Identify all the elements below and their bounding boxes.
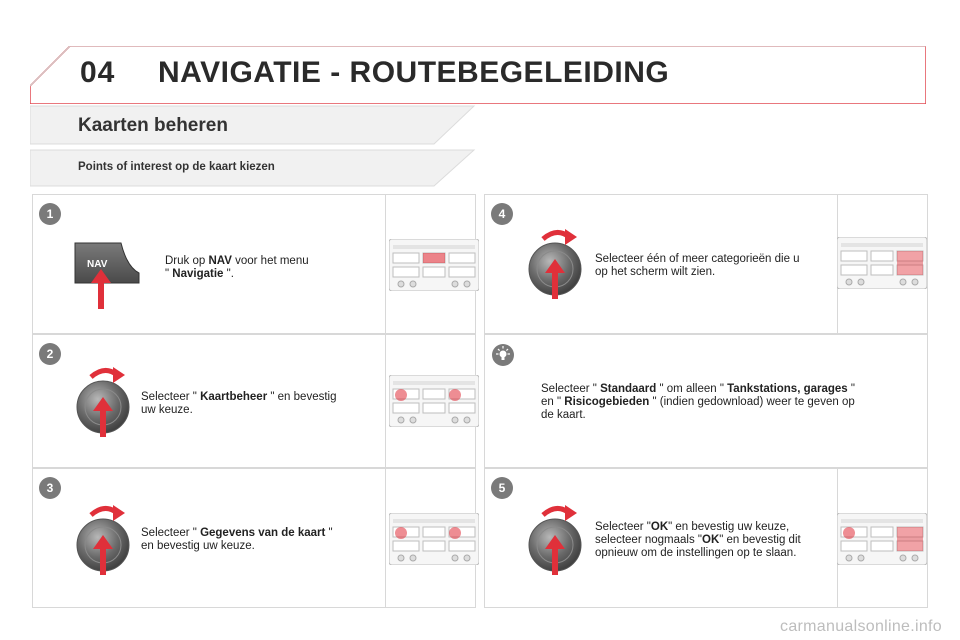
step-1-text: Druk op NAV voor het menu " Navigatie ". — [165, 255, 309, 280]
rotary-knob-icon — [525, 505, 585, 577]
subsection-title-banner — [30, 148, 478, 188]
lightbulb-icon — [491, 343, 515, 367]
watermark: carmanualsonline.info — [780, 618, 942, 635]
tip-text: Selecteer " Standaard " om alleen " Tankstations, garages " en " Risicogebieden " (indien gedownload) weer te geven op de kaart. — [541, 383, 855, 421]
radio-panel-image — [389, 239, 479, 291]
step-4-text: Selecteer één of meer categorieën die u op het scherm wilt zien. — [595, 253, 800, 278]
step-2-badge: 2 — [39, 343, 61, 365]
section-title: Kaarten beheren — [78, 115, 228, 136]
radio-panel-image — [837, 237, 927, 289]
step-3-text: Selecteer " Gegevens van de kaart " en bevestig uw keuze. — [141, 527, 333, 552]
step-1-badge: 1 — [39, 203, 61, 225]
radio-panel-image — [389, 375, 479, 427]
step-5-badge: 5 — [491, 477, 513, 499]
chapter-title: NAVIGATIE - ROUTEBEGELEIDING — [158, 56, 670, 89]
step-5-panel — [484, 468, 928, 608]
step-5-text: Selecteer "OK" en bevestig uw keuze, selecteer nogmaals "OK" en bevestig dit opnieuw om de instellingen op te slaan. — [595, 521, 801, 559]
step-3-badge: 3 — [39, 477, 61, 499]
subsection-title: Points of interest op de kaart kiezen — [78, 161, 275, 173]
radio-panel-image — [389, 513, 479, 565]
tip-panel — [484, 334, 928, 468]
rotary-knob-icon — [73, 367, 133, 439]
step-2-text: Selecteer " Kaartbeheer " en bevestig uw keuze. — [141, 391, 337, 416]
step-1-panel — [32, 194, 476, 334]
nav-button-icon — [73, 239, 143, 309]
radio-panel-image — [837, 513, 927, 565]
step-2-panel — [32, 334, 476, 468]
rotary-knob-icon — [525, 229, 585, 301]
nav-button-label: NAV — [87, 259, 108, 270]
step-4-badge: 4 — [491, 203, 513, 225]
step-3-panel — [32, 468, 476, 608]
step-4-panel — [484, 194, 928, 334]
chapter-number: 04 — [80, 56, 116, 89]
section-title-banner — [30, 104, 478, 146]
rotary-knob-icon — [73, 505, 133, 577]
